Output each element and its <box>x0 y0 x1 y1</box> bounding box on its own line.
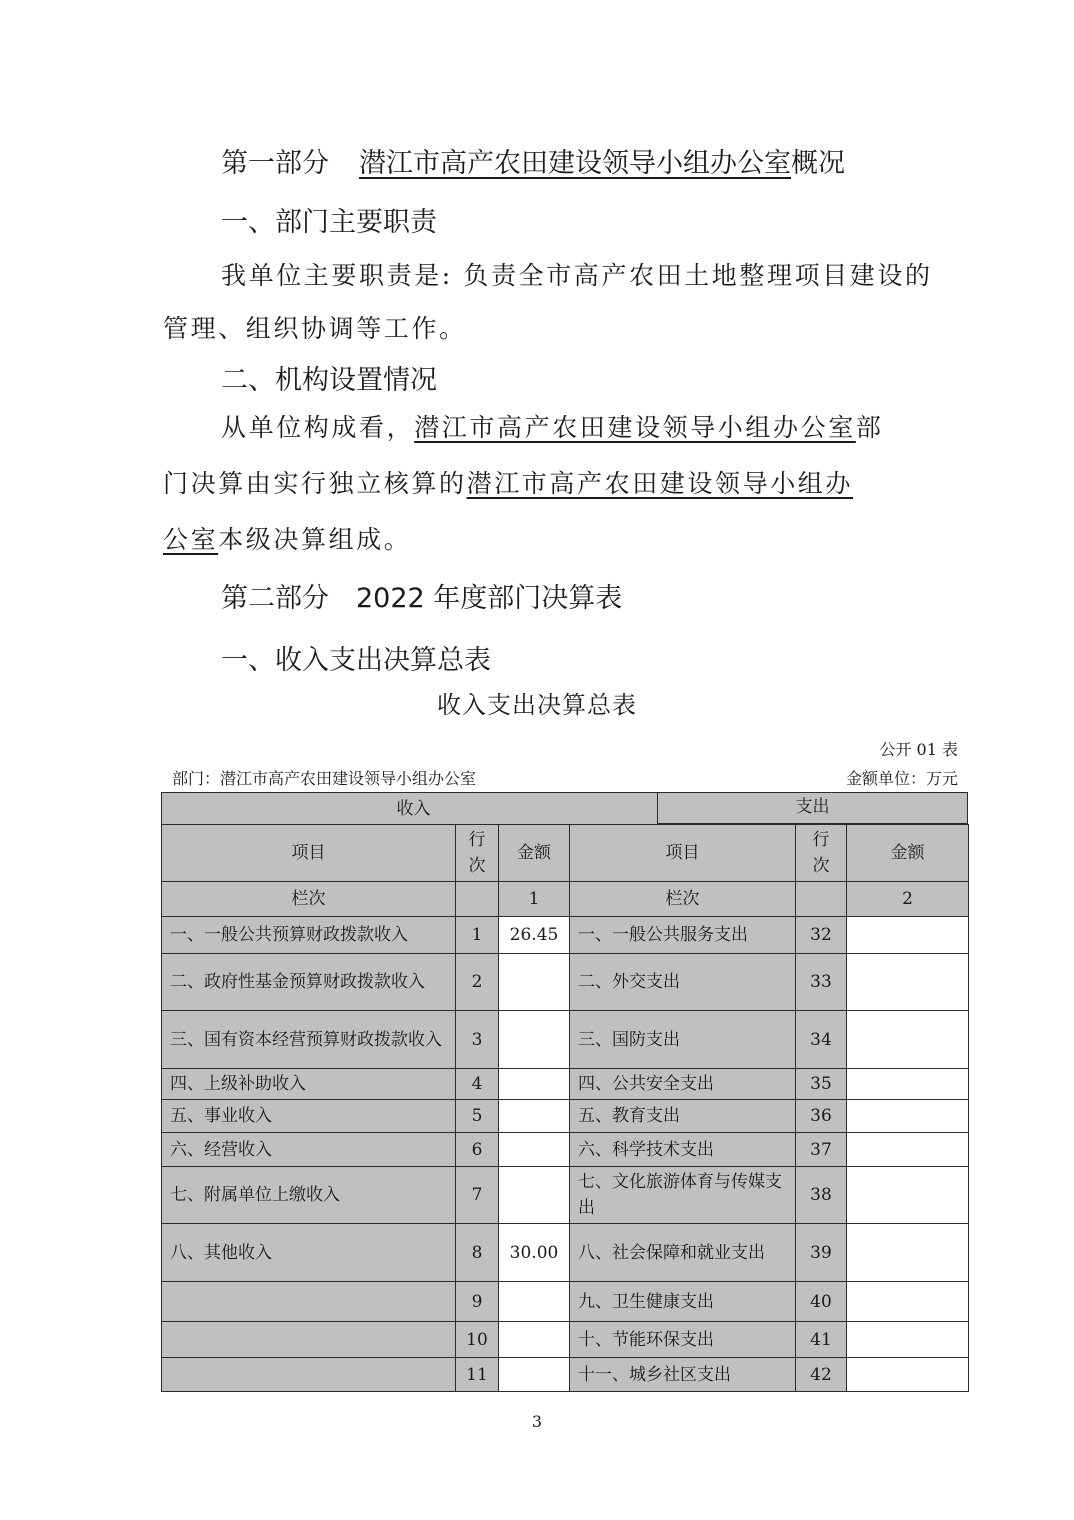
income-row-no-cell: 8 <box>456 1224 499 1282</box>
section1-heading: 一、部门主要职责 <box>221 207 437 238</box>
expense-item-cell: 三、国防支出 <box>570 1011 796 1069</box>
expense-item-cell: 十一、城乡社区支出 <box>570 1358 796 1392</box>
expense-item-cell: 九、卫生健康支出 <box>570 1282 796 1322</box>
expense-item-cell: 一、一般公共服务支出 <box>570 917 796 954</box>
income-item-cell: 四、上级补助收入 <box>162 1069 456 1100</box>
income-row-no-cell: 1 <box>456 917 499 954</box>
expense-item-cell: 十、节能环保支出 <box>570 1322 796 1358</box>
income-amount-header: 金额 <box>499 825 570 882</box>
income-amount-cell: 26.45 <box>499 917 570 954</box>
income-item-cell: 二、政府性基金预算财政拨款收入 <box>162 954 456 1011</box>
expense-row-no-cell: 39 <box>796 1224 847 1282</box>
section2-paragraph-line1 <box>221 408 883 444</box>
table-column-header-row <box>162 825 969 882</box>
table-row <box>162 1224 969 1282</box>
expense-row-no-cell: 42 <box>796 1358 847 1392</box>
income-row-no-cell: 10 <box>456 1322 499 1358</box>
income-row-no-header: 行次 <box>456 825 499 882</box>
expense-row-no-cell: 37 <box>796 1133 847 1167</box>
income-amount-cell <box>499 1358 570 1392</box>
section2-line3-org: 公室 <box>163 525 219 554</box>
expense-amount-cell <box>847 1358 969 1392</box>
expense-index-label: 栏次 <box>570 882 796 917</box>
expense-amount-cell <box>847 1100 969 1133</box>
expense-amount-cell <box>847 1011 969 1069</box>
expense-item-cell: 二、外交支出 <box>570 954 796 1011</box>
expense-amount-cell <box>847 1282 969 1322</box>
table-row <box>162 1322 969 1358</box>
table-row <box>162 1358 969 1392</box>
part1-suffix: 概况 <box>791 148 845 179</box>
form-number: 公开 01 表 <box>879 740 958 759</box>
expense-amount-cell <box>847 954 969 1011</box>
expense-index-value: 2 <box>847 882 969 917</box>
expense-amount-cell <box>847 1167 969 1224</box>
income-item-cell: 三、国有资本经营预算财政拨款收入 <box>162 1011 456 1069</box>
section2-paragraph-line3 <box>163 520 411 556</box>
table-row <box>162 1069 969 1100</box>
income-row-no-cell: 2 <box>456 954 499 1011</box>
section1-paragraph-line1: 我单位主要职责是: 负责全市高产农田土地整理项目建设的 <box>221 261 933 290</box>
table-row <box>162 917 969 954</box>
income-row-no-cell: 6 <box>456 1133 499 1167</box>
section2-line3-suffix: 本级决算组成。 <box>218 525 412 554</box>
table-row <box>162 1167 969 1224</box>
table-index-row <box>162 882 969 917</box>
income-expense-table <box>161 792 969 1392</box>
expense-item-cell: 七、文化旅游体育与传媒支出 <box>570 1167 796 1224</box>
income-item-header: 项目 <box>162 825 456 882</box>
income-amount-cell <box>499 1322 570 1358</box>
expense-amount-header: 金额 <box>847 825 969 882</box>
income-amount-cell <box>499 1069 570 1100</box>
expense-item-cell: 四、公共安全支出 <box>570 1069 796 1100</box>
income-row-no-cell: 4 <box>456 1069 499 1100</box>
income-amount-cell <box>499 954 570 1011</box>
section2-line1-suffix: 部 <box>855 413 884 442</box>
expense-row-no-cell: 38 <box>796 1167 847 1224</box>
income-amount-cell <box>499 1133 570 1167</box>
income-item-cell: 五、事业收入 <box>162 1100 456 1133</box>
expense-row-no-cell: 34 <box>796 1011 847 1069</box>
expense-row-no-cell: 35 <box>796 1069 847 1100</box>
table-row <box>162 1133 969 1167</box>
expense-row-no-cell: 32 <box>796 917 847 954</box>
part1-heading <box>221 141 845 180</box>
table-row <box>162 1100 969 1133</box>
income-row-no-cell: 7 <box>456 1167 499 1224</box>
income-row-no-cell: 3 <box>456 1011 499 1069</box>
expense-row-no-cell: 41 <box>796 1322 847 1358</box>
expense-amount-cell <box>847 1224 969 1282</box>
income-row-no-cell: 9 <box>456 1282 499 1322</box>
table-row <box>162 954 969 1011</box>
section2-line2-prefix: 门决算由实行独立核算的 <box>163 469 467 498</box>
expense-amount-cell <box>847 1322 969 1358</box>
table-section-heading: 一、收入支出决算总表 <box>221 645 491 676</box>
section2-line1-org: 潜江市高产农田建设领导小组办公室 <box>414 413 856 442</box>
section2-line2-org: 潜江市高产农田建设领导小组办 <box>466 469 854 498</box>
income-group-header: 收入 <box>162 793 796 825</box>
expense-row-no-cell: 33 <box>796 954 847 1011</box>
expense-item-header: 项目 <box>570 825 796 882</box>
section1-paragraph-line2: 管理、组织协调等工作。 <box>163 314 467 343</box>
expense-amount-cell <box>847 917 969 954</box>
expense-row-no-header: 行次 <box>796 825 847 882</box>
expense-item-cell: 八、社会保障和就业支出 <box>570 1224 796 1282</box>
income-amount-cell <box>499 1167 570 1224</box>
expense-amount-cell <box>847 1133 969 1167</box>
page-number: 3 <box>531 1412 543 1431</box>
income-item-cell <box>162 1282 456 1322</box>
table-row <box>162 1282 969 1322</box>
expense-item-cell: 六、科学技术支出 <box>570 1133 796 1167</box>
income-amount-cell <box>499 1100 570 1133</box>
income-item-cell: 八、其他收入 <box>162 1224 456 1282</box>
income-amount-cell <box>499 1282 570 1322</box>
department-label: 部门：潜江市高产农田建设领导小组办公室 <box>172 769 477 788</box>
expense-item-cell: 五、教育支出 <box>570 1100 796 1133</box>
expense-group-header: 支出 <box>657 792 968 824</box>
income-item-cell: 一、一般公共预算财政拨款收入 <box>162 917 456 954</box>
part2-heading: 第二部分 2022 年度部门决算表 <box>221 583 623 614</box>
expense-index-blank <box>796 882 847 917</box>
income-amount-cell: 30.00 <box>499 1224 570 1282</box>
expense-row-no-cell: 36 <box>796 1100 847 1133</box>
table-title: 收入支出决算总表 <box>437 691 637 719</box>
part1-org-name: 潜江市高产农田建设领导小组办公室 <box>359 148 791 179</box>
expense-row-no-cell: 40 <box>796 1282 847 1322</box>
income-row-no-cell: 11 <box>456 1358 499 1392</box>
income-amount-cell <box>499 1011 570 1069</box>
section2-paragraph-line2 <box>163 464 853 500</box>
part1-prefix: 第一部分 <box>221 148 329 179</box>
income-index-blank <box>456 882 499 917</box>
unit-label: 金额单位：万元 <box>845 769 958 788</box>
income-item-cell <box>162 1358 456 1392</box>
section2-line1-prefix: 从单位构成看， <box>221 413 415 442</box>
expense-amount-cell <box>847 1069 969 1100</box>
table-row <box>162 1011 969 1069</box>
section2-heading: 二、机构设置情况 <box>221 365 437 396</box>
income-item-cell <box>162 1322 456 1358</box>
income-index-value: 1 <box>499 882 570 917</box>
income-row-no-cell: 5 <box>456 1100 499 1133</box>
income-item-cell: 六、经营收入 <box>162 1133 456 1167</box>
income-item-cell: 七、附属单位上缴收入 <box>162 1167 456 1224</box>
income-index-label: 栏次 <box>162 882 456 917</box>
